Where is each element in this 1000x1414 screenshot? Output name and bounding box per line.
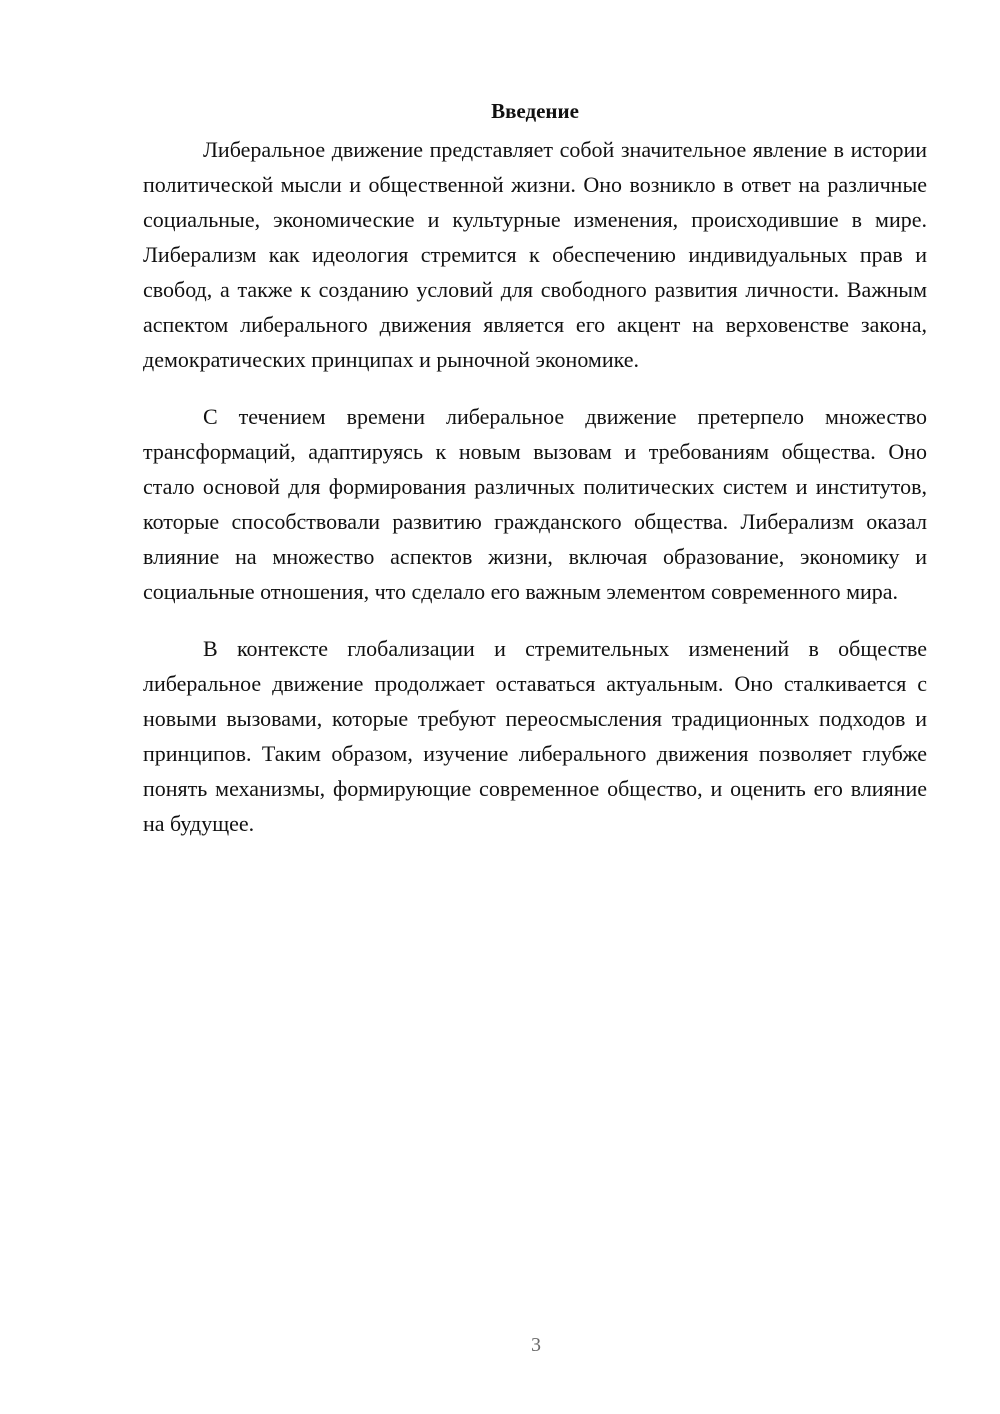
paragraph-2: С течением времени либеральное движение претерпело множество трансформаций, адаптируясь к новым вызовам и требованиям общества. Оно стало основой для формирования различных политических систем и институтов, которые способствовали развитию гражданского общества. Либерализм оказал влияние на множество аспектов жизни, включая образование, экономику и социальные отношения, что сделало его важным элементом современного мира. xyxy=(143,404,927,604)
section-title: Введение xyxy=(491,99,579,123)
paragraph-1: Либеральное движение представляет собой значительное явление в истории политической мысли и общественной жизни. Оно возникло в ответ на различные социальные, экономические и культурные изменения, происходившие в мире. Либерализм как идеология стремится к обеспечению индивидуальных прав и свобод, а также к созданию условий для свободного развития личности. Важным аспектом либерального движения является его акцент на верховенстве закона, демократических принципах и рыночной экономике. xyxy=(143,137,927,372)
page-content xyxy=(143,96,927,863)
paragraph-3: В контексте глобализации и стремительных изменений в обществе либеральное движение продолжает оставаться актуальным. Оно сталкивается с новыми вызовами, которые требуют переосмысления традиционных подходов и принципов. Таким образом, изучение либерального движения позволяет глубже понять механизмы, формирующие современное общество, и оценить его влияние на будущее. xyxy=(143,636,927,836)
page-number: 3 xyxy=(531,1334,541,1356)
